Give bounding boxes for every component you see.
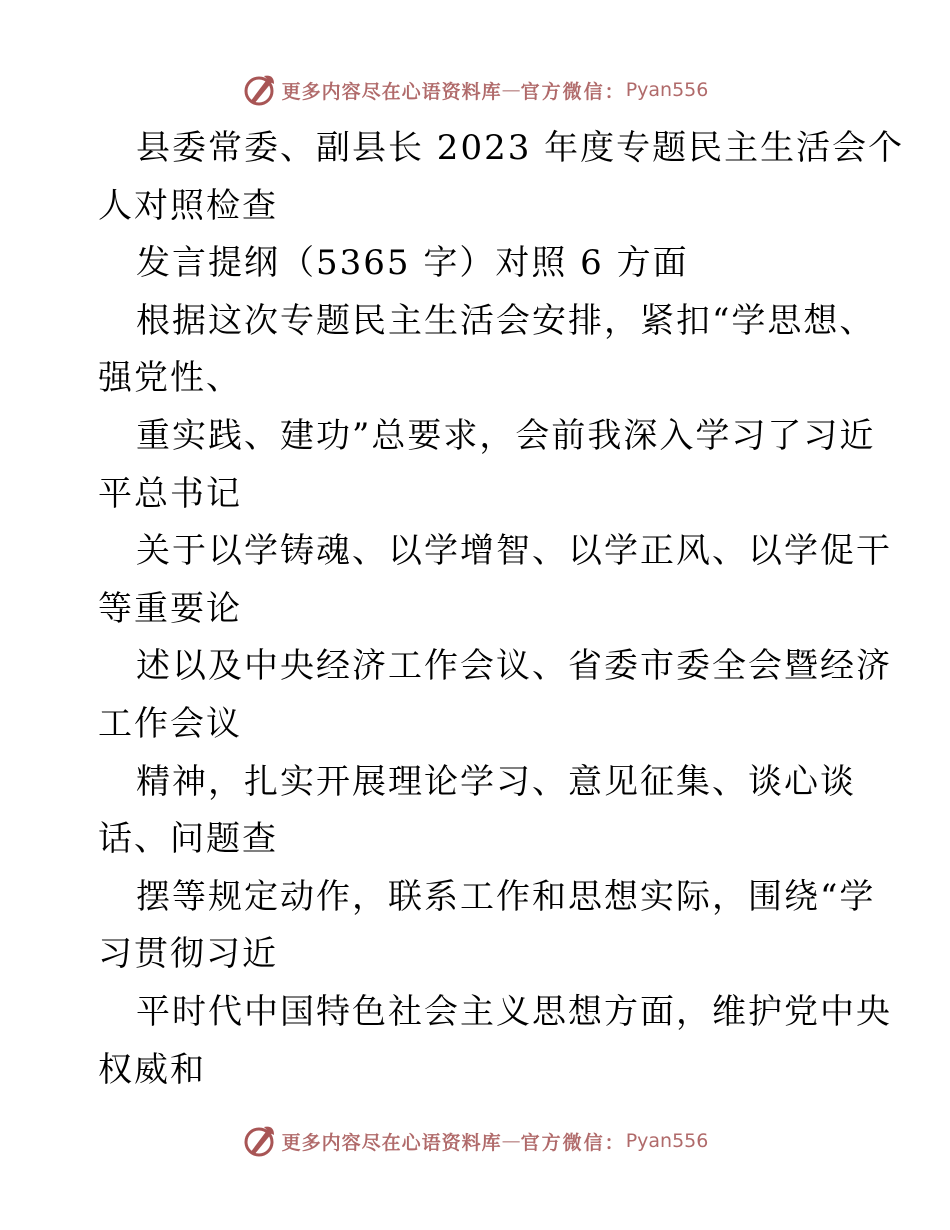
banner-slogan: 更多内容尽在心语资料库 (281, 80, 502, 103)
banner-wechat-label: 官方微信： (520, 80, 626, 103)
document-line: 发言提纲（5365 字）对照 6 方面 (136, 243, 689, 284)
document-line: 摆等规定动作，联系工作和思想实际，围绕“学 (136, 876, 876, 917)
banner-separator: — (501, 79, 521, 101)
document-line: 习贯彻习近 (98, 934, 278, 975)
document-line: 等重要论 (98, 588, 242, 629)
document-line: 平总书记 (98, 473, 242, 514)
document-line: 精神，扎实开展理论学习、意见征集、谈心谈 (136, 761, 856, 802)
banner-slogan: 更多内容尽在心语资料库 (281, 1131, 502, 1154)
document-line: 话、问题查 (98, 819, 278, 860)
footer-watermark-banner (0, 1121, 950, 1161)
document-line: 权威和 (98, 1049, 206, 1090)
document-line: 人对照检查 (98, 185, 278, 226)
document-line: 工作会议 (98, 703, 242, 744)
document-line: 关于以学铸魂、以学增智、以学正风、以学促干 (136, 531, 892, 572)
document-line: 根据这次专题民主生活会安排，紧扣“学思想、 (136, 300, 876, 341)
document-body (98, 120, 905, 1099)
quill-pen-logo-icon (242, 1123, 278, 1159)
document-line: 县委常委、副县长 2023 年度专题民主生活会个 (136, 128, 905, 168)
document-line: 重实践、建功”总要求，会前我深入学习了习近 (136, 415, 876, 456)
banner-wechat-id: Pyan556 (625, 1130, 709, 1152)
quill-pen-logo-icon (242, 72, 278, 108)
banner-wechat-label: 官方微信： (520, 1131, 626, 1154)
banner-separator: — (501, 1130, 521, 1152)
document-line: 平时代中国特色社会主义思想方面，维护党中央 (136, 991, 892, 1032)
document-line: 强党性、 (98, 358, 242, 399)
document-line: 述以及中央经济工作会议、省委市委全会暨经济 (136, 646, 892, 687)
header-watermark-banner (0, 70, 950, 110)
banner-wechat-id: Pyan556 (625, 79, 709, 101)
